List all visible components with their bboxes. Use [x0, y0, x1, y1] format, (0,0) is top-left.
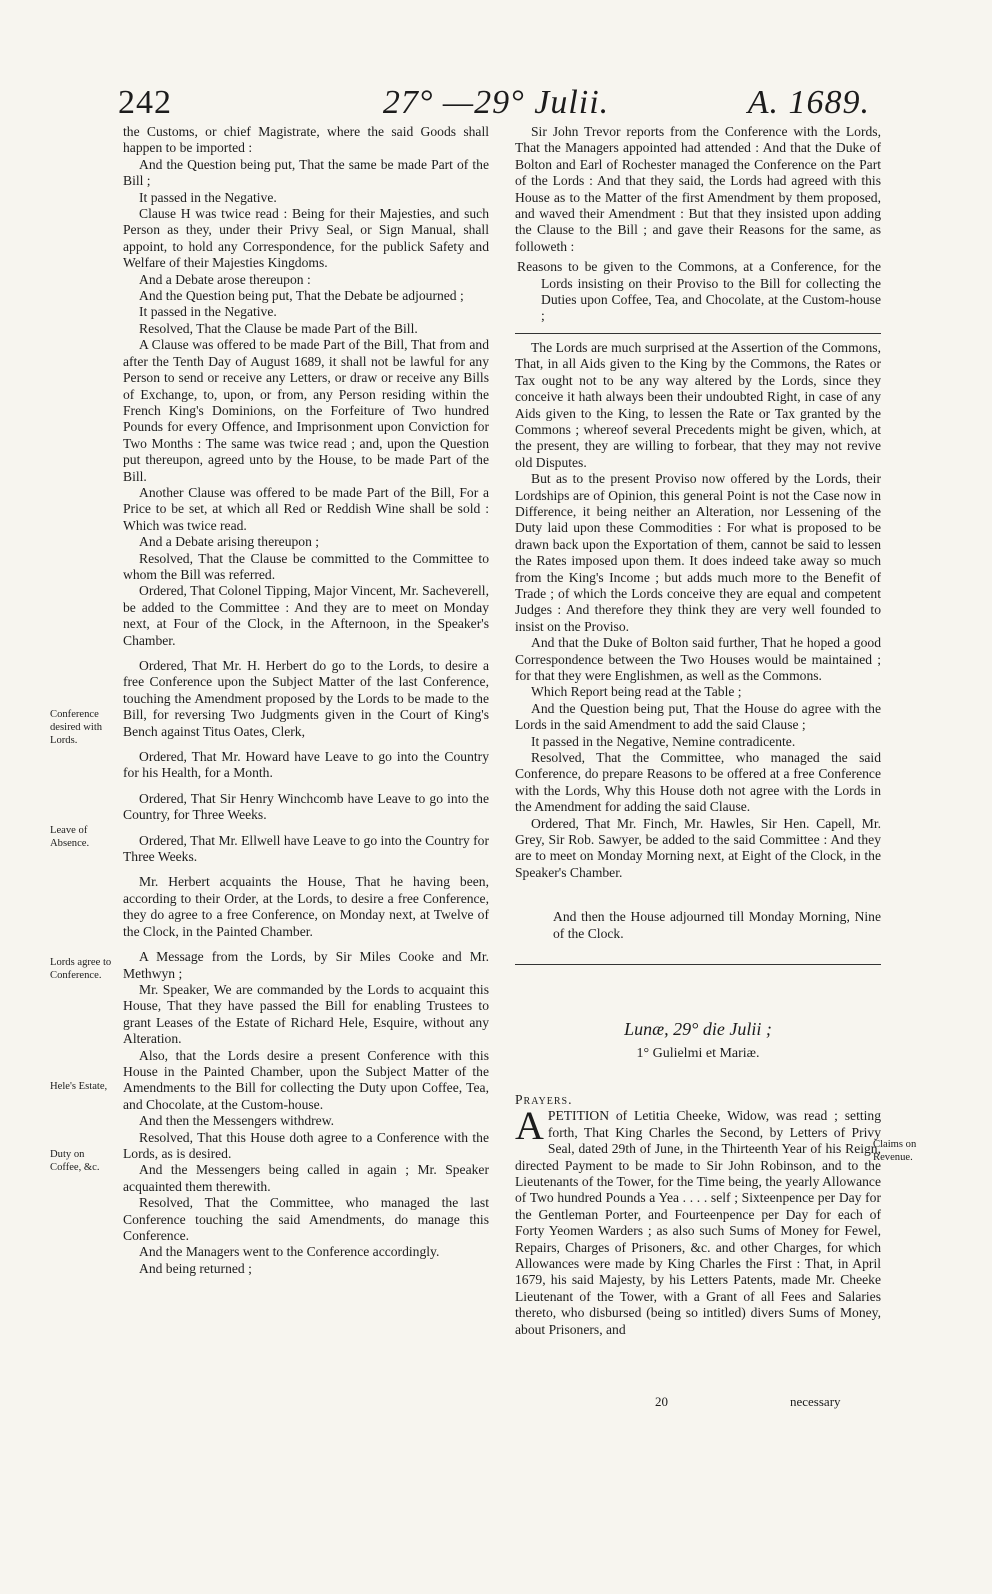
paragraph: Resolved, That the Committee, who managed the last Conference touching the said Amendments, do manage this Conference.: [123, 1195, 489, 1243]
paragraph: Also, that the Lords desire a present Conference with this House in the Painted Chamber, upon the Subject Matter of the Amendments to the Bill for collecting the Duty upon Coffee, Tea, and Chocolate, at the Custom-house.: [123, 1047, 489, 1112]
margin-note-conference: Conference desired with Lords.: [50, 709, 103, 746]
petition-paragraph: [515, 1103, 881, 1338]
paragraph: Resolved, That the Clause be committed to the Committee to whom the Bill was referred.: [123, 550, 489, 582]
paragraph: It passed in the Negative.: [139, 189, 277, 205]
paragraph: Ordered, That Sir Henry Winchcomb have Leave to go into the Country, for Three Weeks.: [123, 790, 489, 823]
paragraph: And that the Duke of Bolton said further, That he hoped a good Correspondence between the Two Houses would be maintained ; for that they were Englishmen, as well as the Commons.: [515, 635, 881, 683]
paragraph: But as to the present Proviso now offered by the Lords, their Lordships are of Opinion, this general Point is not the Case now in Difference, it being neither an Alteration, nor Lessening of the Duty laid upon these Commodities : For what is proposed to be drawn back upon the Exportation of them, cannot be said to lessen the Rates imposed upon them. It does indeed take away so much from the King's Income ; but adds much more to the Benefit of Trade ; of which the Lords conceive they are equal and competent Judges : And therefore they think they are very well founded to insist on the Proviso.: [515, 471, 881, 634]
paragraph: And the Question being put, That the Debate be adjourned ;: [139, 288, 464, 304]
paragraph: And then the Messengers withdrew.: [139, 1113, 335, 1129]
paragraph: And the Messengers being called in again ; Mr. Speaker acquainted them therewith.: [123, 1162, 489, 1194]
paragraph: Another Clause was offered to be made Part of the Bill, For a Price to be set, at which all Red or Reddish Wine shall be sold : Which was twice read.: [123, 484, 489, 533]
adjournment: And then the House adjourned till Monday Morning, Nine of the Clock.: [553, 909, 881, 941]
margin-note-hele: Hele's Estate,: [50, 1081, 108, 1092]
page-dates: 27° —29° Julii.: [382, 84, 610, 121]
paragraph: And a Debate arose thereupon :: [139, 271, 311, 287]
prayers-heading: Prayers.: [515, 1091, 573, 1107]
paragraph: The Lords are much surprised at the Assertion of the Commons, That, in all Aids given to the King by the Commons, the Rates or Tax ought not to be any way altered by the Lords, since they conceive it hath always been their undoubted Right, in case of any Aids given to the King, to lessen the Rate or Tax granted by the Commons ; whereof several Precedents might be given, which, at the present, they are willing to forbear, that they may not revive old Disputes.: [515, 339, 881, 470]
margin-note-leave: Leave of Absence.: [50, 825, 90, 849]
paragraph: A Message from the Lords, by Sir Miles Cooke and Mr. Methwyn ;: [123, 949, 489, 981]
paragraph: And a Debate arising thereupon ;: [139, 534, 320, 550]
page-number: 242: [118, 84, 172, 121]
paragraph: Resolved, That the Clause be made Part of the Bill.: [139, 320, 418, 336]
paragraph: Mr. Herbert acquaints the House, That he having been, according to their Order, at the Lords, to desire a free Conference, they do agree to a free Conference, on Monday next, at Twelve of the Clock, in the Painted Chamber.: [123, 874, 489, 939]
paragraph: A Clause was offered to be made Part of the Bill, That from and after the Tenth Day of August 1689, it shall not be lawful for any Person to send or receive any Letters, or draw or receive any Bills of Exchange, to, upon, or from, any Person residing within the French King's Dominions, on the Forfeiture of Two hundred Pounds for every Offence, and Imprisonment upon Conviction for Two Months : The same was twice read ; and, upon the Question put thereupon, agreed unto by the House, to be made Part of the Bill.: [123, 337, 489, 484]
paragraph: Ordered, That Mr. Finch, Mr. Hawles, Sir Hen. Capell, Mr. Grey, Sir Rob. Sawyer, be added to the said Committee : And they are to meet on Monday Morning next, at Eight of the Clock, in the Speaker's Chamber.: [515, 815, 881, 880]
drop-cap: A: [515, 1103, 544, 1149]
reasons-heading: Reasons to be given to the Commons, at a Conference, for the Lords insisting on their Proviso to the Bill for collecting the Duties upon Coffee, Tea, and Chocolate, at the Custom-house ;: [517, 259, 881, 324]
paragraph: And the Question being put, That the same be made Part of the Bill ;: [123, 156, 489, 189]
margin-note-coffee: Duty on Coffee, &c.: [50, 1149, 100, 1173]
margin-note-claims: Claims on Revenue.: [873, 1139, 917, 1163]
paragraph: Clause H was twice read : Being for their Majesties, and such Person as they, under their Privy Seal, or Sign Manual, shall appoint, to hold any Correspondence, for the publick Safety and Welfare of their Majesties Kingdoms.: [123, 206, 489, 271]
regnal-year: 1° Gulielmi et Mariæ.: [636, 1045, 760, 1061]
paragraph: It passed in the Negative.: [139, 304, 277, 320]
right-column: [515, 124, 881, 1338]
day-heading: Lunæ, 29° die Julii ;: [624, 1019, 772, 1040]
paragraph: Resolved, That the Committee, who managed the said Conference, do prepare Reasons to be offered at a free Conference with the Lords, Why this House doth not agree with the Lords in the Amendment for adding the said Clause.: [515, 750, 881, 815]
margin-note-lords-agree: Lords agree to Conference.: [50, 957, 112, 981]
signature-mark: 20: [655, 1394, 668, 1409]
paragraph: And the Managers went to the Conference accordingly.: [139, 1244, 440, 1260]
catchword: necessary: [790, 1394, 841, 1409]
paragraph: And the Question being put, That the House do agree with the Lords in the said Amendment to add the said Clause ;: [515, 700, 881, 733]
paragraph: Ordered, That Colonel Tipping, Major Vincent, Mr. Sacheverell, be added to the Committee : And they are to meet on Monday next, at Four of the Clock, in the Afternoon, in the Speaker's Chamber.: [123, 583, 489, 648]
paragraph: Ordered, That Mr. Howard have Leave to go into the Country for his Health, for a Month.: [123, 749, 489, 781]
paragraph: And being returned ;: [139, 1260, 252, 1276]
page-year: A. 1689.: [747, 84, 870, 121]
paragraph: Ordered, That Mr. H. Herbert do go to the Lords, to desire a free Conference upon the Subject Matter of the last Conference, touching the Amendment proposed by the Lords to be made to the Bill, for reversing Two Judgments given in the Court of King's Bench against Titus Oates, Clerk,: [123, 658, 489, 739]
left-column: [123, 124, 489, 1277]
divider: [515, 333, 881, 334]
paragraph: Resolved, That this House doth agree to a Conference with the Lords, as is desired.: [123, 1129, 489, 1161]
paragraph: Which Report being read at the Table ;: [531, 684, 742, 700]
paragraph: Mr. Speaker, We are commanded by the Lords to acquaint this House, That they have passed the Bill for enabling Trustees to grant Leases of the Estate of Richard Hele, Esquire, without any Alteration.: [123, 981, 489, 1047]
divider: [515, 964, 881, 965]
paragraph: the Customs, or chief Magistrate, where the said Goods shall happen to be imported :: [123, 124, 489, 156]
paragraph: Sir John Trevor reports from the Conference with the Lords, That the Managers appointed had attended : And that the Duke of Bolton and Earl of Rochester managed the Conference on the Part of the Lords : And that they said, the Lords had agreed with this House as to the Matter of the first Amendment by them proposed, and waved their Amendment : But that they insisted upon adding the Clause to the Bill ; and gave their Reasons for the same, as followeth :: [515, 124, 881, 254]
paragraph: It passed in the Negative, Nemine contradicente.: [531, 733, 796, 749]
petition-text: PETITION of Letitia Cheeke, Widow, was read ; setting forth, That King Charles the Second, by Letters of Privy Seal, dated 29th of June, in the Thirteenth Year of his Reign, directed Payment to be made to Sir John Robinson, and to the Lieutenants of the Tower, for the Time being, the yearly Allowance of Two hundred Pounds a Yea . . . . self ; Sixteenpence per Day for the Gentleman Porter, and Fourteenpence per Day for each of Forty Yeomen Warders ; as also such Sums of Money for Fewel, Repairs, Charges of Prisoners, &c. and other Charges, for which Allowances were made by King Charles the First : That, in April 1679, his said Majesty, by his Letters Patents, made Mr. Cheeke Lieutenant of the Tower, with a Grant of all Fees and Salaries thereto, who disbursed (being so intitled) divers Sums of Money, about Prisoners, and: [515, 1108, 881, 1337]
paragraph: Ordered, That Mr. Ellwell have Leave to go into the Country for Three Weeks.: [123, 832, 489, 865]
